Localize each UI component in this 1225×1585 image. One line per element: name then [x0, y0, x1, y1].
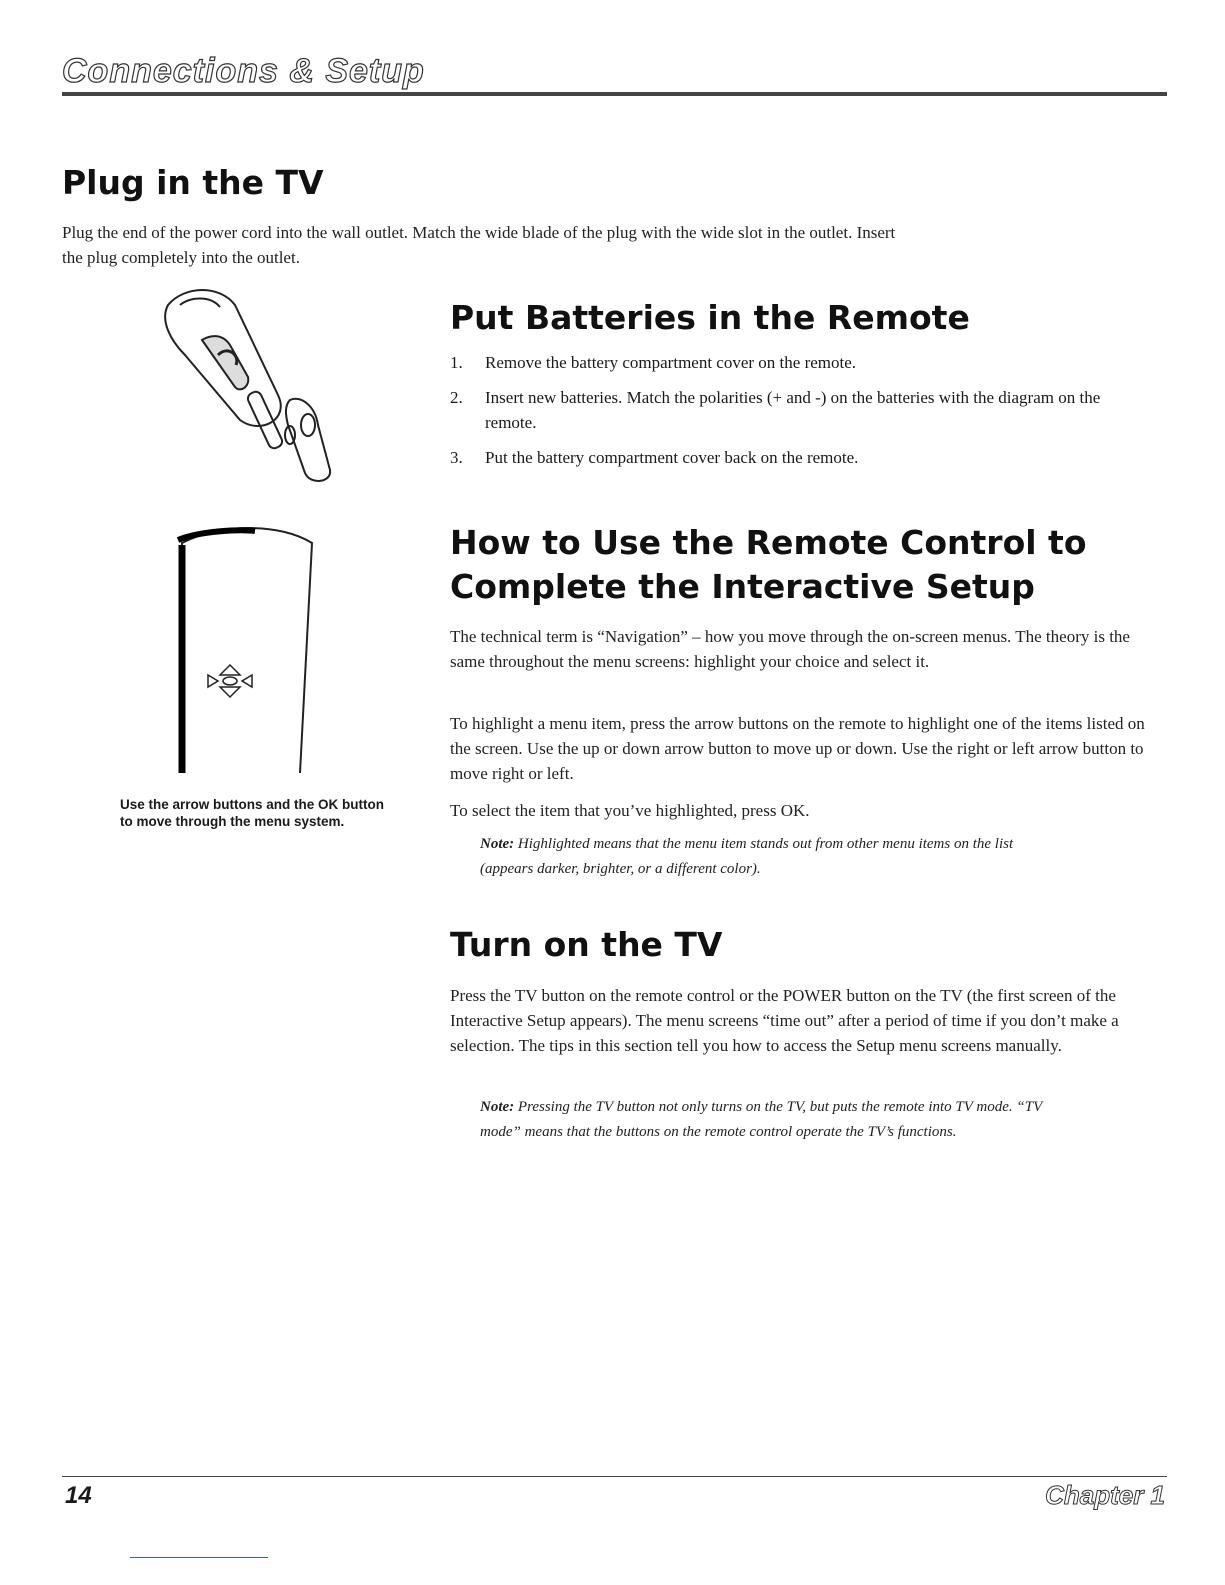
note-label: Note: [480, 1099, 515, 1115]
navigation-para-3: To select the item that you’ve highlighted, press OK. [450, 801, 810, 820]
turn-on-body: Press the TV button on the remote control or the POWER button on the TV (the first screen of the Interactive Setup appears). The menu screens “time out” after a period of time if you don’t make a selection. The tips in this section tell you how to access the Setup menu screens manually. [450, 986, 1119, 1055]
chapter-label: Chapter 1 [1045, 1480, 1165, 1510]
step-text: Put the battery compartment cover back on the remote. [485, 448, 859, 467]
battery-steps-list [450, 350, 1155, 480]
navigation-note [480, 832, 1040, 882]
navigation-para-1: The technical term is “Navigation” – how you move through the on-screen menus. The theory is the same throughout the menu screens: highlight your choice and select it. [450, 627, 1130, 671]
battery-step [450, 445, 1155, 470]
step-text: Insert new batteries. Match the polarities (+ and -) on the batteries with the diagram on the remote. [485, 388, 1101, 432]
bottom-accent-line [130, 1557, 268, 1558]
note-text: Pressing the TV button not only turns on the TV, but puts the remote into TV mode. “TV mode” means that the buttons on the remote control operate the TV’s functions. [480, 1099, 1042, 1140]
remote-control-illustration [160, 525, 330, 775]
footer-rule [62, 1476, 1167, 1477]
turn-on-heading: Turn on the TV [450, 925, 723, 964]
header-rule [62, 92, 1167, 96]
section-header-title: Connections & Setup [62, 52, 425, 90]
battery-step [450, 385, 1155, 435]
battery-remote-illustration [140, 285, 350, 495]
navigation-heading-line2: Complete the Interactive Setup [450, 567, 1035, 606]
step-number: 2. [450, 388, 463, 407]
plug-in-heading: Plug in the TV [62, 163, 324, 202]
navigation-para-2: To highlight a menu item, press the arrow buttons on the remote to highlight one of the items listed on the screen. Use the up or down arrow button to move up or down. Use the right or left arrow button to move right or left. [450, 714, 1145, 783]
battery-step [450, 350, 1155, 375]
batteries-heading: Put Batteries in the Remote [450, 298, 970, 337]
step-number: 3. [450, 448, 463, 467]
step-text: Remove the battery compartment cover on the remote. [485, 353, 857, 372]
note-label: Note: [480, 836, 515, 852]
turn-on-note [480, 1095, 1060, 1145]
remote-caption: Use the arrow buttons and the OK button to move through the menu system. [120, 797, 384, 829]
step-number: 1. [450, 353, 463, 372]
note-text: Highlighted means that the menu item stands out from other menu items on the list (appears darker, brighter, or a different color). [480, 836, 1014, 877]
plug-in-body: Plug the end of the power cord into the wall outlet. Match the wide blade of the plug with the wide slot in the outlet. Insert the plug completely into the outlet. [62, 223, 896, 267]
page-number: 14 [65, 1482, 92, 1509]
navigation-heading-line1: How to Use the Remote Control to [450, 523, 1087, 562]
